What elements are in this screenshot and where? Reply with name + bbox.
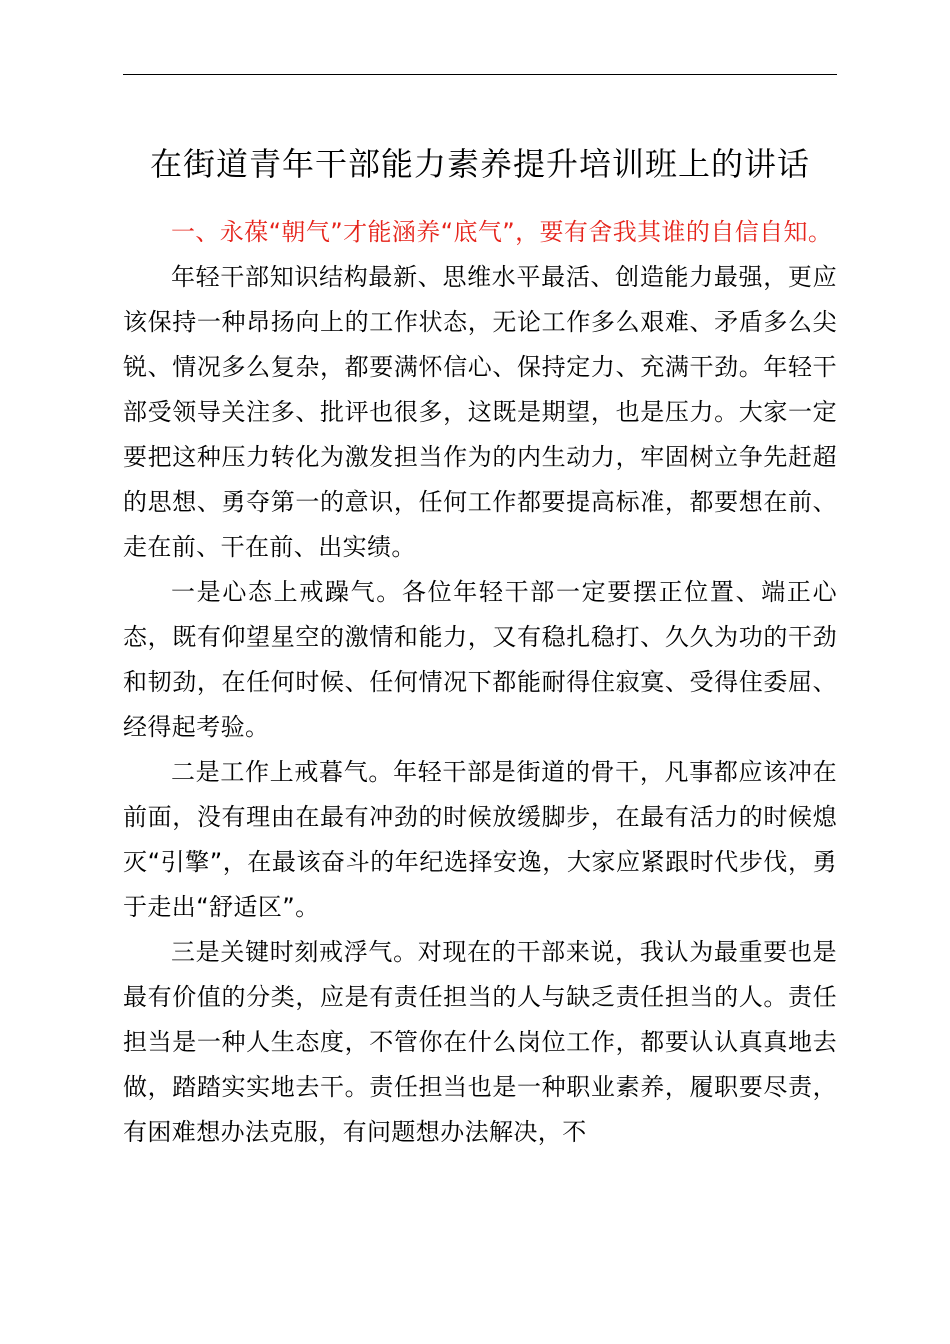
paragraph-intro: 年轻干部知识结构最新、思维水平最活、创造能力最强，更应该保持一种昂扬向上的工作状态，无论工作多么艰难、矛盾多么尖锐、情况多么复杂，都要满怀信心、保持定力、充满干劲。年轻干部受领导关注多、批评也很多，这既是期望，也是压力。大家一定要把这种压力转化为激发担当作为的内生动力，牢固树立争先赶超的思想、勇夺第一的意识，任何工作都要提高标准，都要想在前、走在前、干在前、出实绩。	[123, 263, 837, 561]
document-title: 在街道青年干部能力素养提升培训班上的讲话	[149, 145, 810, 183]
document-body	[123, 210, 837, 1155]
header-rule	[123, 74, 837, 75]
paragraph-point-2: 二是工作上戒暮气。年轻干部是街道的骨干，凡事都应该冲在前面，没有理由在最有冲劲的时候放缓脚步，在最有活力的时候熄灭“引擎”，在最该奋斗的年纪选择安逸，大家应紧跟时代步伐，勇于走出“舒适区”。	[123, 758, 837, 921]
section-heading: 一、永葆“朝气”才能涵养“底气”，要有舍我其谁的自信自知。	[171, 218, 833, 246]
paragraph-point-3: 三是关键时刻戒浮气。对现在的干部来说，我认为最重要也是最有价值的分类，应是有责任担当的人与缺乏责任担当的人。责任担当是一种人生态度，不管你在什么岗位工作，都要认认真真地去做，踏踏实实地去干。责任担当也是一种职业素养，履职要尽责，有困难想办法克服，有问题想办法解决，不	[123, 938, 837, 1146]
paragraph-point-1: 一是心态上戒躁气。各位年轻干部一定要摆正位置、端正心态，既有仰望星空的激情和能力，又有稳扎稳打、久久为功的干劲和韧劲，在任何时候、任何情况下都能耐得住寂寞、受得住委屈、经得起考验。	[123, 578, 837, 741]
